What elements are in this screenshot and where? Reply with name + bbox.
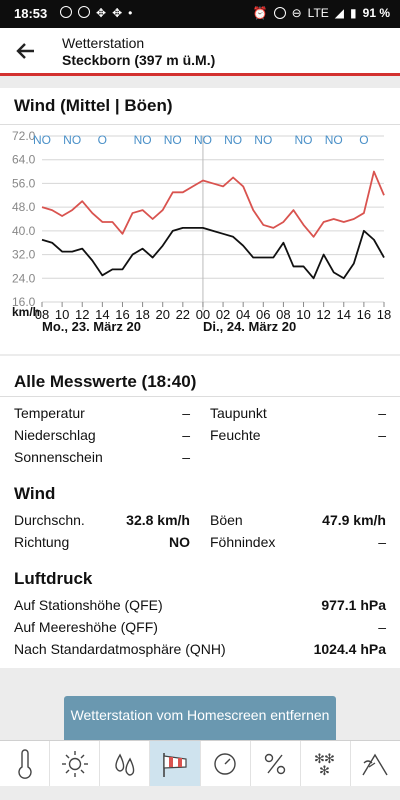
svg-text:✻: ✻ (314, 750, 326, 766)
wind-direction-label: NO (133, 133, 152, 147)
sun-icon (60, 749, 90, 779)
qnh-value: 1024.4 hPa (313, 641, 386, 657)
pressure-section-title: Luftdruck (14, 569, 93, 588)
sunshine-label: Sonnenschein (14, 449, 103, 465)
do-not-disturb-icon: ⊖ (291, 6, 302, 20)
humidity-label: Feuchte (210, 427, 261, 443)
y-tick-label: 32.0 (12, 247, 36, 262)
chart-date-label-2: Di., 24. März 20 (203, 319, 297, 334)
battery-percent: 91 % (362, 6, 390, 20)
y-tick-label: 64.0 (12, 152, 36, 167)
x-tick-label: 16 (115, 307, 130, 322)
x-tick-label: 04 (235, 307, 251, 322)
remove-from-homescreen-button[interactable]: Wetterstation vom Homescreen entfernen (64, 696, 336, 744)
x-tick-label: 06 (256, 307, 271, 322)
header-title: Wetterstation (62, 35, 145, 51)
tab-snow[interactable] (301, 741, 351, 786)
battery-icon: ▮ (350, 6, 357, 20)
snowflakes-icon (310, 749, 340, 779)
wind-direction-label: NO (324, 133, 343, 147)
wind-direction-label: NO (193, 133, 212, 147)
dewpoint-label: Taupunkt (210, 405, 267, 421)
x-tick-label: 18 (135, 307, 150, 322)
wind-direction-label: NO (163, 133, 182, 147)
raindrops-icon (110, 749, 140, 779)
humidity-percent-icon (260, 749, 290, 779)
status-bar (0, 0, 400, 28)
wind-avg-label: Durchschn. (14, 512, 85, 528)
wind-direction-label: NO (294, 133, 313, 147)
pressure-gauge-icon (210, 749, 240, 779)
x-tick-label: 00 (195, 307, 211, 322)
measurements-card (0, 356, 400, 668)
gusts-label: Böen (210, 512, 243, 528)
direction-label: Richtung (14, 534, 70, 550)
wind-direction-label: NO (63, 133, 82, 147)
mean-wind-series-line (42, 228, 384, 278)
chart-unit-label: km/h (12, 305, 41, 319)
gusts-series-line (42, 172, 384, 237)
qfe-value: 977.1 hPa (321, 597, 386, 613)
chart-title: Wind (Mittel | Böen) (14, 96, 173, 115)
signal-icon: ◢ (334, 6, 345, 20)
foehn-index-label: Föhnindex (210, 534, 276, 550)
precipitation-value: – (182, 427, 190, 443)
wind-direction-label: O (97, 133, 108, 147)
wind-chart-card (0, 88, 400, 354)
bottom-tab-bar (0, 740, 400, 786)
status-icons-left (60, 6, 132, 20)
wind-direction-label: O (359, 133, 369, 147)
qff-label: Auf Meereshöhe (QFF) (14, 619, 158, 635)
x-tick-label: 12 (75, 307, 90, 322)
svg-text:✻: ✻ (324, 750, 336, 766)
chart-date-label-1: Mo., 23. März 20 (42, 319, 141, 334)
app-header (0, 28, 400, 76)
network-type: LTE (307, 6, 329, 20)
tab-temperature[interactable] (0, 741, 50, 786)
system-nav-bar (0, 786, 400, 800)
gusts-value: 47.9 km/h (322, 512, 386, 528)
header-subtitle: Steckborn (397 m ü.M.) (62, 52, 216, 68)
status-icons-right (253, 6, 390, 20)
x-tick-label: 02 (215, 307, 231, 322)
x-tick-label: 20 (155, 307, 170, 322)
sunshine-value: – (182, 449, 190, 465)
x-tick-label: 08 (34, 307, 50, 322)
dewpoint-value: – (378, 405, 386, 421)
wind-direction-label: NO (33, 133, 51, 147)
tab-precipitation[interactable] (100, 741, 150, 786)
x-tick-label: 18 (376, 307, 392, 322)
svg-text:✻: ✻ (319, 762, 331, 778)
measurements-title: Alle Messwerte (18:40) (14, 372, 197, 391)
tab-sun[interactable] (50, 741, 100, 786)
x-tick-label: 22 (175, 307, 191, 322)
germany-eagle-icon: ✥ (96, 6, 107, 20)
chrome-icon (78, 6, 90, 18)
x-tick-label: 14 (336, 307, 351, 322)
wind-direction-label: NO (254, 133, 273, 147)
x-tick-label: 10 (54, 307, 70, 322)
wind-section-title: Wind (14, 484, 56, 503)
direction-value: NO (169, 534, 190, 550)
x-tick-label: 08 (276, 307, 291, 322)
qfe-label: Auf Stationshöhe (QFE) (14, 597, 163, 613)
y-tick-label: 24.0 (12, 271, 36, 286)
y-tick-label: 72.0 (12, 129, 36, 143)
y-tick-label: 48.0 (12, 200, 36, 215)
x-tick-label: 16 (356, 307, 372, 322)
wind-chart (0, 126, 400, 354)
germany-eagle-icon: ✥ (112, 6, 123, 20)
tab-pressure[interactable] (201, 741, 251, 786)
tab-foehn[interactable] (351, 741, 400, 786)
foehn-index-value: – (378, 534, 386, 550)
tab-humidity[interactable] (251, 741, 301, 786)
temperature-value: – (182, 405, 190, 421)
divider (0, 124, 400, 125)
alarm-icon: ⏰ (252, 6, 268, 20)
precipitation-label: Niederschlag (14, 427, 96, 443)
qnh-label: Nach Standardatmosphäre (QNH) (14, 641, 226, 657)
x-tick-label: 12 (316, 307, 331, 322)
thermometer-icon (12, 749, 38, 779)
wind-direction-label: NO (224, 133, 243, 147)
tab-wind[interactable] (150, 741, 200, 786)
x-tick-label: 14 (95, 307, 110, 322)
qff-value: – (378, 619, 386, 635)
windsock-icon (160, 749, 190, 779)
notification-icon (274, 7, 286, 19)
back-button[interactable] (12, 37, 40, 65)
temperature-label: Temperatur (14, 405, 85, 421)
y-tick-label: 40.0 (12, 223, 36, 238)
y-tick-label: 56.0 (12, 176, 36, 191)
divider (0, 396, 400, 397)
humidity-value: – (378, 427, 386, 443)
status-time: 18:53 (14, 6, 48, 21)
x-tick-label: 10 (296, 307, 311, 322)
y-tick-label: 16.0 (12, 295, 36, 309)
dot-icon: • (128, 6, 133, 20)
arrow-left-icon (12, 37, 40, 65)
wind-avg-value: 32.8 km/h (126, 512, 190, 528)
chrome-icon (60, 6, 72, 18)
foehn-mountain-icon (360, 749, 390, 779)
